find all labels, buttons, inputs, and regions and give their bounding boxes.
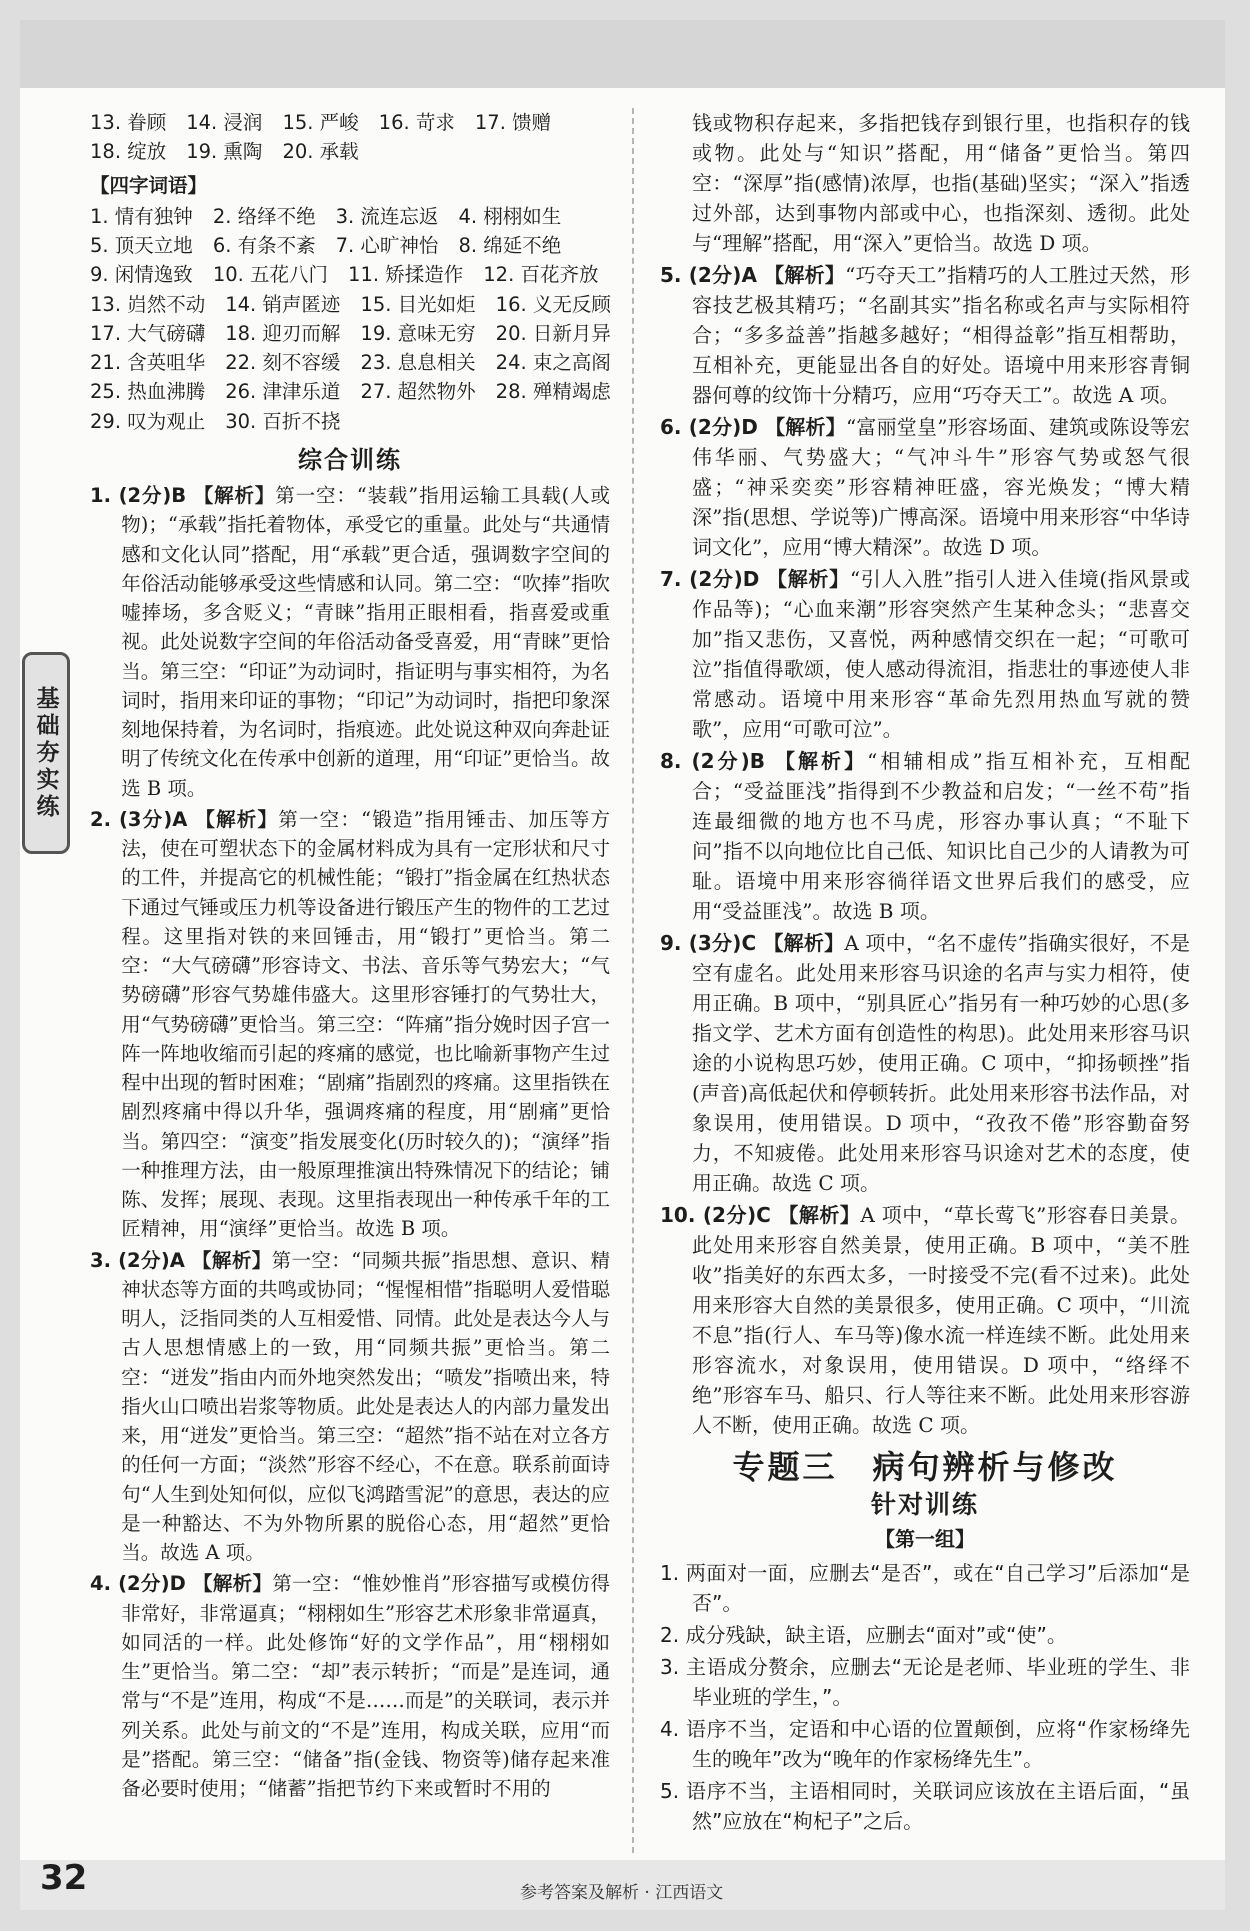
answer-text: 钱或物积存起来，多指把钱存到银行里，也指积存的钱或物。此处与“知识”搭配，用“储备”更恰当。第四空：“深厚”指(感情)浓厚，也指(基础)坚实；“深入”指透过外部，达到事物内部或中心，也指深刻、透彻。此处与“理解”搭配，用“深入”更恰当。故选 D 项。 xyxy=(692,111,1190,255)
answer-label: 5. (2分)A 【解析】 xyxy=(660,263,846,287)
idiom-entry: 22. 刻不容缓 xyxy=(225,351,341,374)
answer-item xyxy=(660,564,1190,744)
idiom-entry: 13. 岿然不动 xyxy=(90,292,206,316)
idiom-entry: 29. 叹为观止 xyxy=(90,409,206,433)
idiom-entry: 15. 目光如炬 xyxy=(360,292,476,316)
answer-item xyxy=(90,805,610,1244)
idiom-entry: 11. 矫揉造作 xyxy=(348,263,464,287)
idiom-entry: 18. 迎刃而解 xyxy=(225,321,341,345)
idiom-entry: 8. 绵延不绝 xyxy=(458,234,562,257)
answer-item xyxy=(660,928,1190,1198)
answer-text: “引人入胜”指引人进入佳境(指风景或作品等)；“心血来潮”形容突然产生某种念头；“悲喜交加”指又悲伤，又喜悦，两种感情交织在一起；“可歌可泣”指值得歌颂，使人感动得流泪，指悲壮的事迹使人非常感动。语境中用来形容“革命先烈用热血写就的赞歌”，应用“可歌可泣”。 xyxy=(692,567,1190,741)
idiom-entry: 24. 束之高阁 xyxy=(495,351,611,374)
answer-item xyxy=(660,412,1190,562)
left-answer-list xyxy=(90,481,610,1803)
word-entry: 13. 眷顾 xyxy=(90,111,167,134)
right-answer-list xyxy=(660,108,1190,1440)
idiom-entry: 2. 络绎不绝 xyxy=(212,204,316,228)
idiom-header: 【四字词语】 xyxy=(90,173,208,197)
idiom-entry: 27. 超然物外 xyxy=(360,380,476,404)
idiom-list xyxy=(90,202,610,436)
answer-label: 10. (2分)C 【解析】 xyxy=(660,1203,861,1227)
right-column xyxy=(660,108,1190,1838)
idiom-row xyxy=(90,290,610,319)
idiom-entry: 25. 热血沸腾 xyxy=(90,380,206,404)
answer-item xyxy=(660,746,1190,926)
word-entry: 17. 馈赠 xyxy=(474,111,552,134)
idiom-entry: 14. 销声匿迹 xyxy=(225,292,341,316)
correction-list xyxy=(660,1558,1190,1836)
topic-title: 专题三 病句辨析与修改 xyxy=(732,1448,1118,1486)
idiom-entry: 21. 含英咀华 xyxy=(90,351,206,374)
answer-label: 8. (2分)B 【解析】 xyxy=(660,749,868,773)
answer-label: 9. (3分)C 【解析】 xyxy=(660,931,845,955)
answer-item xyxy=(90,1246,610,1568)
idiom-entry: 30. 百折不挠 xyxy=(225,409,341,433)
idiom-entry: 6. 有条不紊 xyxy=(212,234,316,257)
idiom-entry: 28. 殚精竭虑 xyxy=(495,380,611,404)
idiom-entry: 26. 津津乐道 xyxy=(225,380,341,404)
idiom-entry: 9. 闲情逸致 xyxy=(90,263,193,287)
footer-note: 参考答案及解析 · 江西语文 xyxy=(520,1883,724,1903)
idiom-entry: 4. 栩栩如生 xyxy=(458,204,562,228)
idiom-entry: 12. 百花齐放 xyxy=(483,263,599,287)
correction-item: 5. 语序不当，主语相同时，关联词应该放在主语后面，“虽然”应放在“枸杞子”之后。 xyxy=(660,1779,1190,1833)
answer-item xyxy=(660,108,1190,258)
answer-item xyxy=(90,1569,610,1803)
idiom-row xyxy=(90,348,610,377)
correction-item: 3. 主语成分赘余，应删去“无论是老师、毕业班的学生、非毕业班的学生，”。 xyxy=(660,1655,1190,1709)
word-row xyxy=(90,108,610,137)
answer-label: 2. (3分)A 【解析】 xyxy=(90,807,279,831)
idiom-row xyxy=(90,319,610,348)
answer-text: “富丽堂皇”形容场面、建筑或陈设等宏伟华丽、气势盛大；“气冲斗牛”形容气势或怒气很盛；“神采奕奕”形容精神旺盛，容光焕发；“博大精深”指(思想、学说等)广博高深。语境中用来形容“中华诗词文化”，应用“博大精深”。故选 D 项。 xyxy=(692,415,1190,559)
column-divider xyxy=(632,108,634,1853)
idiom-row xyxy=(90,231,610,260)
idiom-entry: 23. 息息相关 xyxy=(360,351,476,374)
idiom-entry: 7. 心旷神怡 xyxy=(335,234,439,257)
idiom-entry: 19. 意味无穷 xyxy=(360,321,476,345)
answer-item xyxy=(660,1200,1190,1440)
answer-text: 第一空：“装载”指用运输工具载(人或物)；“承载”指托着物体，承受它的重量。此处与“共通情感和文化认同”搭配，用“承载”更合适，强调数字空间的年俗活动能够承受这些情感和认同。第二空：“吹捧”指吹嘘捧场，多含贬义；“青睐”指用正眼相看，指喜爱或重视。此处说数字空间的年俗活动备受喜爱，用“青睐”更恰当。第三空：“印证”为动词时，指证明与事实相符，为名词时，指用来印证的事物；“印记”为动词时，指把印象深刻地保持着，为名词时，指痕迹。此处说这种双向奔赴证明了传统文化在传承中创新的道理，用“印证”更恰当。故选 B 项。 xyxy=(121,484,610,800)
idiom-entry: 5. 顶天立地 xyxy=(90,234,193,257)
answer-label: 1. (2分)B 【解析】 xyxy=(90,484,276,507)
answer-text: 第一空：“惟妙惟肖”形容描写或模仿得非常好，非常逼真；“栩栩如生”形容艺术形象非常逼真，如同活的一样。此处修饰“好的文学作品”，用“栩栩如生”更恰当。第二空：“却”表示转折；“而是”是连词，通常与“不是”连用，构成“不是……而是”的关联词，表示并列关系。此处与前文的“不是”连用，构成关联，应用“而是”搭配。第三空：“储备”指(金钱、物资等)储存起来准备必要时使用；“储蓄”指把节约下来或暂时不用的 xyxy=(121,1572,610,1800)
idiom-row xyxy=(90,377,610,406)
answer-label: 7. (2分)D 【解析】 xyxy=(660,567,850,591)
word-entry: 16. 苛求 xyxy=(378,111,455,134)
idiom-row xyxy=(90,260,610,289)
side-tab: 基础夯实练 xyxy=(22,652,70,854)
answer-label: 6. (2分)D 【解析】 xyxy=(660,415,846,439)
idiom-entry: 16. 义无反顾 xyxy=(495,292,611,316)
answer-label: 3. (2分)A 【解析】 xyxy=(90,1248,272,1272)
answer-page xyxy=(20,88,1225,1910)
word-row xyxy=(90,137,610,166)
answer-text: A 项中，“草长莺飞”形容春日美景。此处用来形容自然美景，使用正确。B 项中，“美不胜收”指美好的东西太多，一时接受不完(看不过来)。此处用来形容大自然的美景很多，使用正确。C 项中，“川流不息”指(行人、车马等)像水流一样连续不断。此处用来形容流水，对象误用，使用错误。D 项中，“络绎不绝”形容车马、船只、行人等往来不断。此处用来形容游人不断，使用正确。故选 C 项。 xyxy=(692,1203,1190,1437)
answer-text: “巧夺天工”指精巧的人工胜过天然，形容技艺极其精巧；“名副其实”指名称或名声与实际相符合；“多多益善”指越多越好；“相得益彰”指互相帮助，互相补充，更能显出各自的好处。语境中用来形容青铜器何尊的纹饰十分精巧，应用“巧夺天工”。故选 A 项。 xyxy=(692,263,1190,407)
word-entry: 18. 绽放 xyxy=(90,140,167,164)
page-number: 32 xyxy=(40,1858,88,1898)
left-column xyxy=(90,108,610,1805)
correction-item: 4. 语序不当，定语和中心语的位置颠倒，应将“作家杨绛先生的晚年”改为“晚年的作家杨绛先生”。 xyxy=(660,1717,1190,1771)
idiom-row xyxy=(90,202,610,231)
idiom-entry: 10. 五花八门 xyxy=(212,263,329,287)
idiom-entry: 17. 大气磅礴 xyxy=(90,321,206,345)
correction-item: 1. 两面对一面，应删去“是否”，或在“自己学习”后添加“是否”。 xyxy=(660,1561,1190,1615)
section-title: 综合训练 xyxy=(298,445,402,474)
correction-item: 2. 成分残缺，缺主语，应删去“面对”或“使”。 xyxy=(660,1623,1067,1647)
word-list xyxy=(90,108,610,167)
answer-text: A 项中，“名不虚传”指确实很好，不是空有虚名。此处用来形容马识途的名声与实力相符，使用正确。B 项中，“别具匠心”指另有一种巧妙的心思(多指文学、艺术方面有创造性的构思)。此处用来形容马识途的小说构思巧妙，使用正确。C 项中，“抑扬顿挫”指(声音)高低起伏和停顿转折。此处用来形容书法作品，对象误用，使用错误。D 项中，“孜孜不倦”形容勤奋努力，不知疲倦。此处用来形容马识途对艺术的态度，使用正确。故选 C 项。 xyxy=(692,931,1190,1195)
idiom-entry: 1. 情有独钟 xyxy=(90,204,193,228)
page-top-band xyxy=(20,20,1225,88)
word-entry: 15. 严峻 xyxy=(282,111,359,134)
answer-text: 第一空：“锻造”指用锤击、加压等方法，使在可塑状态下的金属材料成为具有一定形状和尺寸的工件，并提高它的机械性能；“锻打”指金属在红热状态下通过气锤或压力机等设备进行锻压产生的物件的工艺过程。这里指对铁的来回锤击，用“锻打”更恰当。第二空：“大气磅礴”形容诗文、书法、音乐等气势宏大；“气势磅礴”形容气势雄伟盛大。这里形容锤打的气势壮大，用“气势磅礴”更恰当。第三空：“阵痛”指分娩时因子宫一阵一阵地收缩而引起的疼痛的感觉，也比喻新事物产生过程中出现的暂时困难；“剧痛”指剧烈的疼痛。这里指铁在剧烈疼痛中得以升华，强调疼痛的程度，用“剧痛”更恰当。第四空：“演变”指发展变化(历时较久的)；“演绎”指一种推理方法，由一般原理推演出特殊情况下的结论；铺陈、发挥；展现、表现。这里指表现出一种传承千年的工匠精神，用“演绎”更恰当。故选 B 项。 xyxy=(121,807,610,1241)
word-entry: 19. 熏陶 xyxy=(186,140,263,164)
word-entry: 14. 浸润 xyxy=(186,111,263,134)
idiom-entry: 20. 日新月异 xyxy=(495,321,611,345)
answer-item xyxy=(90,481,610,803)
answer-text: 第一空：“同频共振”指思想、意识、精神状态等方面的共鸣或协同；“惺惺相惜”指聪明人爱惜聪明人，泛指同类的人互相爱惜、同情。此处是表达今人与古人思想情感上的一致，用“同频共振”更恰当。第二空：“迸发”指由内而外地突然发出；“喷发”指喷出来，特指火山口喷出岩浆等物质。此处是表达人的内部力量发出来，用“迸发”更恰当。第三空：“超然”指不站在对立各方的任何一方面；“淡然”形容不经心，不在意。联系前面诗句“人生到处知何似，应似飞鸿踏雪泥”的意思，表达的应是一种豁达、不为外物所累的脱俗心态，用“超然”更恰当。故选 A 项。 xyxy=(121,1248,610,1564)
answer-text: “相辅相成”指互相补充，互相配合；“受益匪浅”指得到不少教益和启发；“一丝不苟”指连最细微的地方也不马虎，形容办事认真；“不耻下问”指不以向地位比自己低、知识比自己少的人请教为可耻。语境中用来形容徜徉语文世界后我们的感受，应用“受益匪浅”。故选 B 项。 xyxy=(692,749,1190,923)
idiom-row xyxy=(90,407,610,436)
idiom-entry: 3. 流连忘返 xyxy=(335,204,439,228)
answer-label: 4. (2分)D 【解析】 xyxy=(90,1572,273,1596)
group-label: 【第一组】 xyxy=(875,1527,975,1551)
answer-item xyxy=(660,260,1190,410)
word-entry: 20. 承载 xyxy=(282,140,359,164)
practice-title: 针对训练 xyxy=(870,1490,979,1519)
